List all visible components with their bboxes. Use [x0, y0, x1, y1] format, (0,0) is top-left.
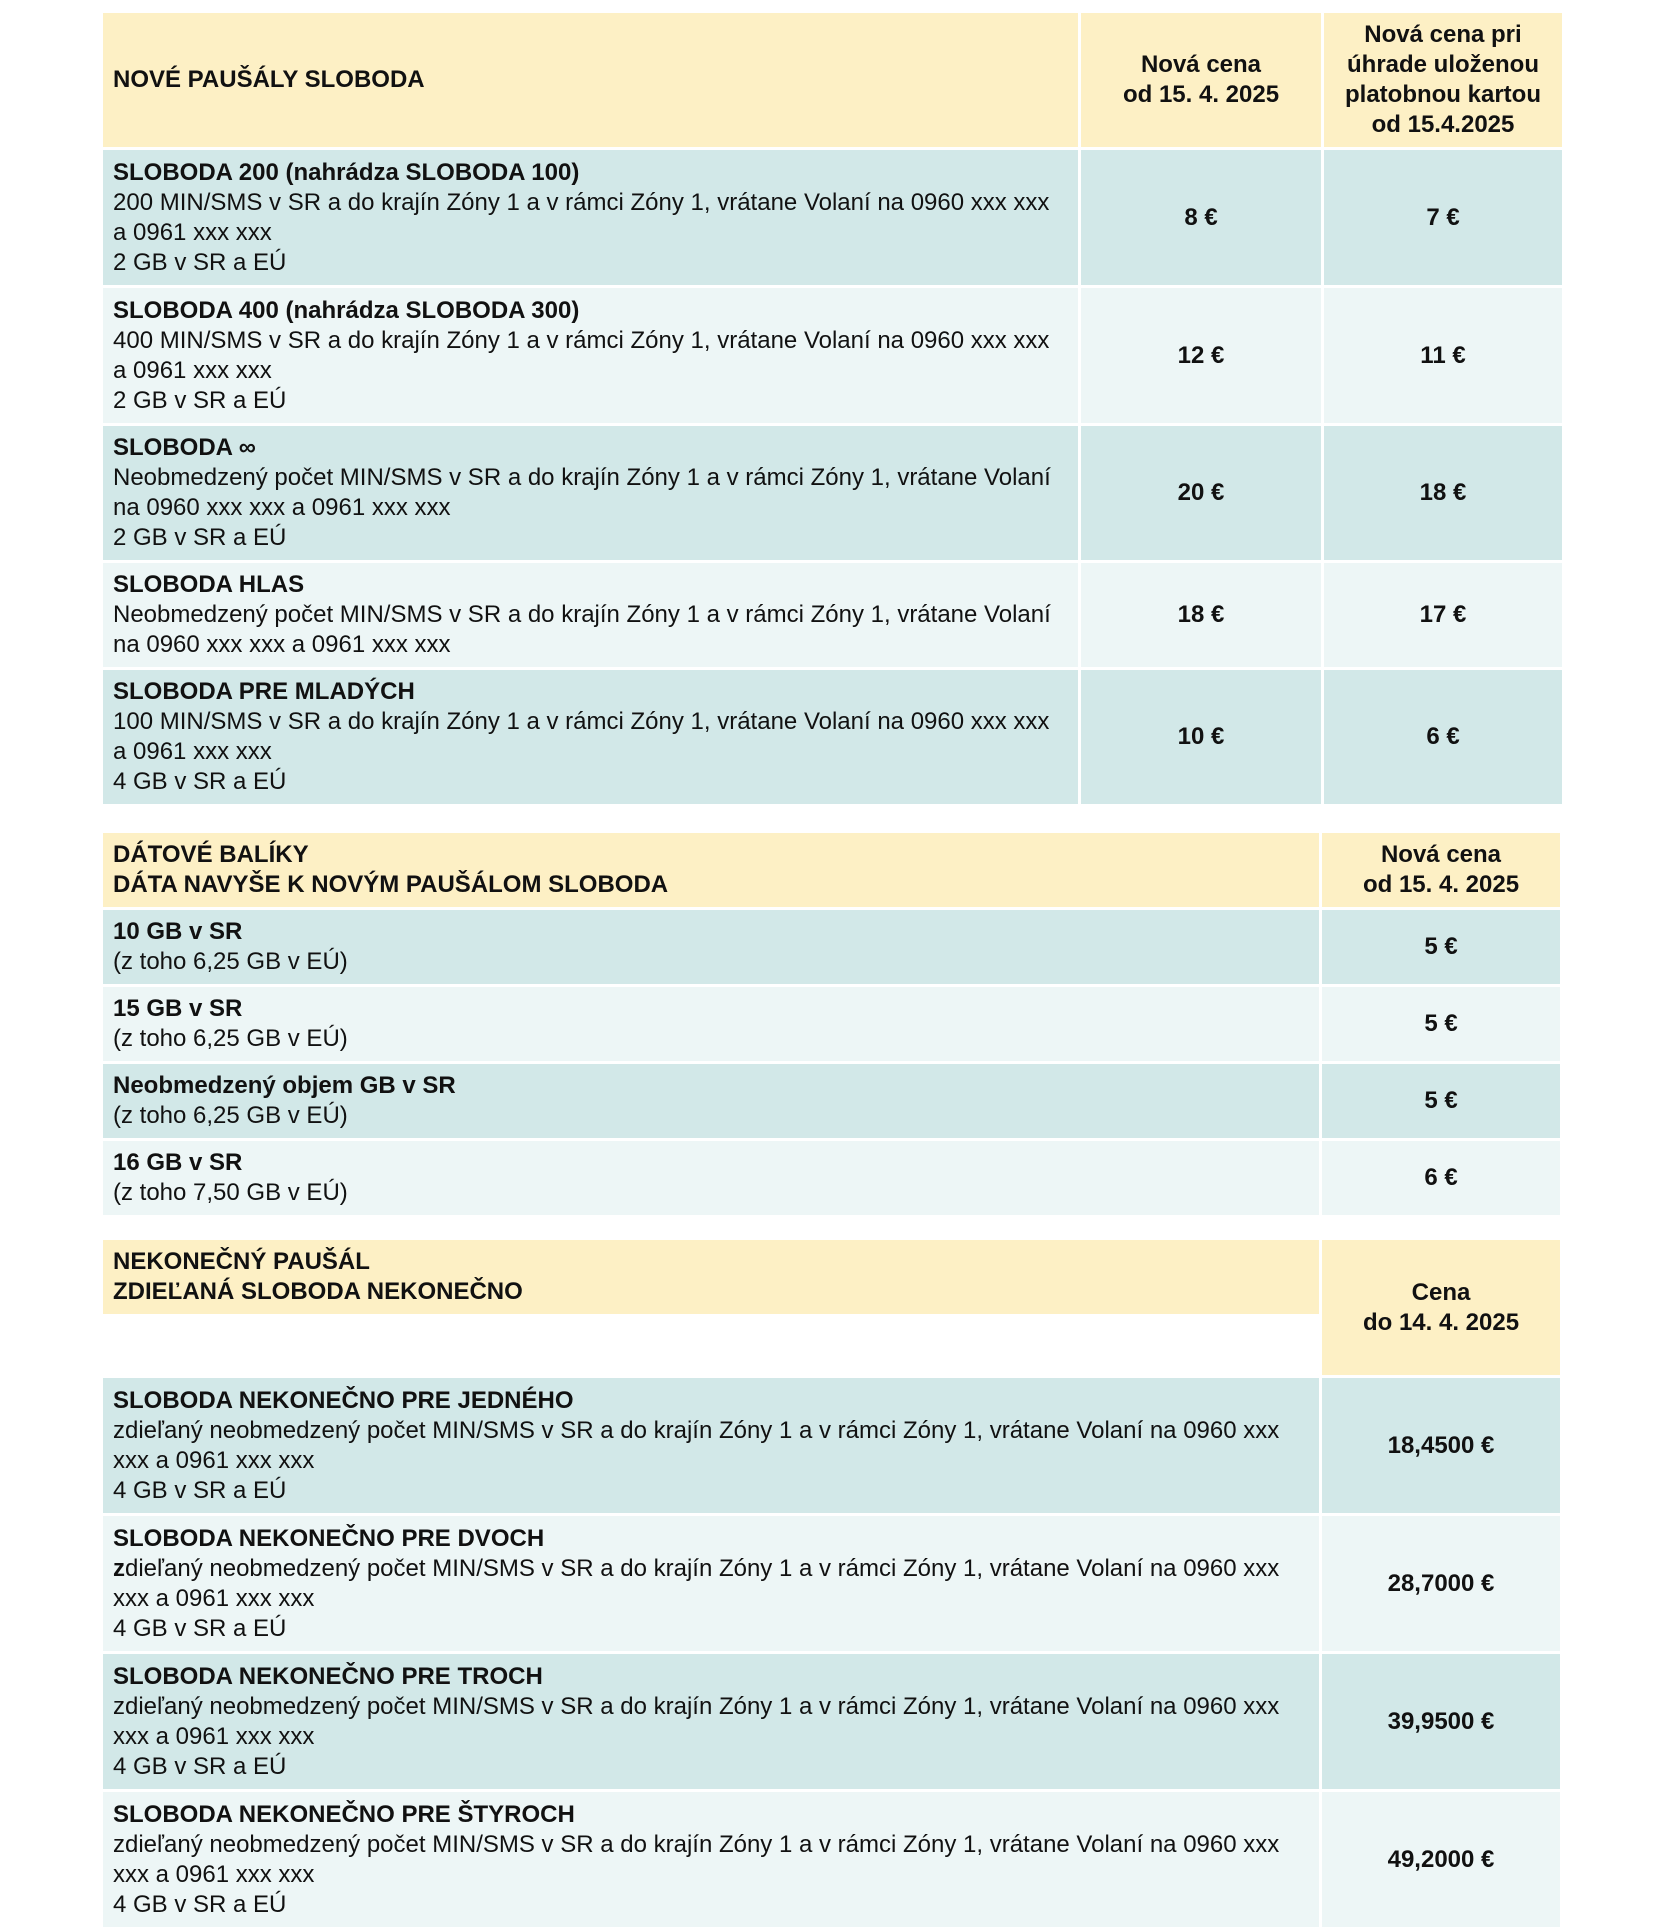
tariff-description: 100 MIN/SMS v SR a do krajín Zóny 1 a v rámci Zóny 1, vrátane Volaní na 0960 xxx xxx a 0961 xxx xxx: [113, 708, 1050, 765]
price: 12 €: [1177, 341, 1225, 369]
table-row: [103, 1792, 1319, 1927]
price-cell: [1322, 1792, 1560, 1927]
price: 49,2000 €: [1387, 1845, 1495, 1873]
data-packages-header-price-cell: [1322, 833, 1560, 907]
price: 10 €: [1177, 723, 1225, 750]
price-cell: [1081, 150, 1321, 285]
card-price: 7 €: [1426, 203, 1460, 231]
price: 5 €: [1424, 1010, 1458, 1037]
price-cell: [1081, 426, 1321, 560]
tariff-name: SLOBODA 400 (nahrádza SLOBODA 300): [113, 296, 580, 324]
package-note: (z toho 6,25 GB v EÚ): [113, 948, 348, 975]
table-row: [103, 910, 1319, 984]
table-row: [103, 670, 1078, 804]
package-name: 16 GB v SR: [113, 1149, 243, 1176]
header-line: od 15. 4. 2025: [1122, 81, 1280, 108]
table-row: [103, 1516, 1319, 1651]
tariff-name: SLOBODA ∞: [113, 434, 256, 461]
package-name: Neobmedzený objem GB v SR: [113, 1072, 456, 1099]
price: 28,7000 €: [1387, 1569, 1495, 1597]
table-row: [103, 1064, 1319, 1138]
price: 6 €: [1424, 1164, 1458, 1191]
tariffs-header-title: NOVÉ PAUŠÁLY SLOBODA: [113, 66, 425, 93]
header-line: Cena: [1411, 1278, 1471, 1306]
plan-description: [113, 1830, 1309, 1890]
plan-description: [113, 1416, 1309, 1476]
desc-text: zdieľaný neobmedzený počet MIN/SMS v SR a do krajín Zóny 1 a v rámci Zóny 1, vrátane Volaní na 0960 xxx xxx a 0961 xxx xxx: [113, 1416, 1280, 1474]
tariff-name: SLOBODA 200 (nahrádza SLOBODA 100): [113, 158, 580, 186]
price-cell: [1081, 670, 1321, 804]
table-row: [103, 987, 1319, 1061]
card-price: 17 €: [1419, 601, 1467, 628]
header-line: do 14. 4. 2025: [1362, 1308, 1520, 1336]
tariff-description: Neobmedzený počet MIN/SMS v SR a do krajín Zóny 1 a v rámci Zóny 1, vrátane Volaní na 0960 xxx xxx a 0961 xxx xxx: [113, 464, 1051, 521]
card-price-cell: [1324, 563, 1562, 667]
header-line: Nová cena: [1140, 51, 1262, 78]
plan-description: [113, 1554, 1309, 1614]
plan-data: 4 GB v SR a EÚ: [113, 1476, 287, 1504]
price-cell: [1322, 1516, 1560, 1651]
header-line: NEKONEČNÝ PAUŠÁL: [113, 1248, 370, 1275]
tariff-description: 200 MIN/SMS v SR a do krajín Zóny 1 a v rámci Zóny 1, vrátane Volaní na 0960 xxx xxx a 0961 xxx xxx: [113, 188, 1050, 246]
header-line: Nová cena: [1380, 841, 1502, 868]
card-price-cell: [1324, 426, 1562, 560]
price: 18,4500 €: [1387, 1431, 1495, 1459]
package-note: (z toho 7,50 GB v EÚ): [113, 1179, 348, 1206]
table-row: [103, 563, 1078, 667]
tariff-data: 2 GB v SR a EÚ: [113, 524, 287, 551]
plan-name: SLOBODA NEKONEČNO PRE DVOCH: [113, 1524, 545, 1552]
price: 18 €: [1177, 601, 1225, 628]
price-cell: [1322, 1141, 1560, 1215]
card-price-cell: [1324, 288, 1562, 423]
card-price: 6 €: [1426, 723, 1460, 750]
tariff-name: SLOBODA HLAS: [113, 571, 305, 598]
package-note: (z toho 6,25 GB v EÚ): [113, 1025, 348, 1052]
unlimited-header-title-cell: [103, 1240, 1319, 1314]
tariff-name: SLOBODA PRE MLADÝCH: [113, 678, 415, 705]
tariff-data: 2 GB v SR a EÚ: [113, 248, 287, 276]
desc-text: zdieľaný neobmedzený počet MIN/SMS v SR a do krajín Zóny 1 a v rámci Zóny 1, vrátane Volaní na 0960 xxx xxx a 0961 xxx xxx: [113, 1830, 1280, 1888]
package-name: 10 GB v SR: [113, 918, 243, 945]
plan-data: 4 GB v SR a EÚ: [113, 1890, 287, 1918]
desc-bold-prefix: z: [113, 1554, 125, 1582]
card-price: 11 €: [1420, 341, 1466, 369]
unlimited-header-price-cell: [1322, 1240, 1560, 1375]
header-line: ZDIEĽANÁ SLOBODA NEKONEČNO: [113, 1278, 523, 1305]
price-cell: [1322, 910, 1560, 984]
card-price: 18 €: [1419, 479, 1467, 506]
table-row: [103, 1654, 1319, 1789]
tariff-data: 4 GB v SR a EÚ: [113, 768, 287, 795]
price: 39,9500 €: [1387, 1707, 1495, 1735]
plan-description: [113, 1692, 1309, 1752]
unlimited-plans-table: [103, 1240, 1562, 1927]
price: 5 €: [1424, 1087, 1458, 1114]
price-cell: [1322, 1064, 1560, 1138]
tariff-description: 400 MIN/SMS v SR a do krajín Zóny 1 a v rámci Zóny 1, vrátane Volaní na 0960 xxx xxx a 0961 xxx xxx: [113, 326, 1050, 384]
header-line: od 15.4.2025: [1371, 111, 1515, 138]
desc-text: zdieľaný neobmedzený počet MIN/SMS v SR a do krajín Zóny 1 a v rámci Zóny 1, vrátane Volaní na 0960 xxx xxx a 0961 xxx xxx: [113, 1692, 1280, 1750]
price-cell: [1322, 1378, 1560, 1513]
table-row: [103, 426, 1078, 560]
package-name: 15 GB v SR: [113, 995, 243, 1022]
data-packages-header-title-cell: [103, 833, 1319, 907]
price-cell: [1081, 563, 1321, 667]
tariffs-header-title-cell: [103, 13, 1078, 147]
card-price-cell: [1324, 670, 1562, 804]
header-line: DÁTOVÉ BALÍKY: [113, 841, 309, 868]
tariffs-table: [103, 13, 1562, 804]
card-price-cell: [1324, 150, 1562, 285]
package-note: (z toho 6,25 GB v EÚ): [113, 1102, 348, 1129]
table-row: [103, 150, 1078, 285]
tariff-description: Neobmedzený počet MIN/SMS v SR a do krajín Zóny 1 a v rámci Zóny 1, vrátane Volaní na 0960 xxx xxx a 0961 xxx xxx: [113, 601, 1051, 658]
price-cell: [1322, 987, 1560, 1061]
price: 5 €: [1424, 933, 1458, 960]
header-line: úhrade uloženou: [1347, 51, 1539, 78]
tariff-data: 2 GB v SR a EÚ: [113, 386, 287, 414]
price: 20 €: [1177, 479, 1225, 506]
header-line: DÁTA NAVYŠE K NOVÝM PAUŠÁLOM SLOBODA: [113, 871, 669, 898]
tariffs-header-card-price-cell: [1324, 13, 1562, 147]
header-line: Nová cena pri: [1364, 21, 1522, 48]
plan-data: 4 GB v SR a EÚ: [113, 1614, 287, 1642]
price-cell: [1081, 288, 1321, 423]
desc-text: dieľaný neobmedzený počet MIN/SMS v SR a do krajín Zóny 1 a v rámci Zóny 1, vrátane Volaní na 0960 xxx xxx a 0961 xxx xxx: [113, 1554, 1280, 1612]
header-line: platobnou kartou: [1345, 81, 1541, 108]
table-row: [103, 288, 1078, 423]
price-cell: [1322, 1654, 1560, 1789]
plan-name: SLOBODA NEKONEČNO PRE JEDNÉHO: [113, 1386, 574, 1414]
data-packages-table: [103, 833, 1562, 1215]
table-row: [103, 1378, 1319, 1513]
tariffs-header-price-cell: [1081, 13, 1321, 147]
plan-name: SLOBODA NEKONEČNO PRE ŠTYROCH: [113, 1800, 575, 1828]
table-row: [103, 1141, 1319, 1215]
plan-data: 4 GB v SR a EÚ: [113, 1752, 287, 1780]
plan-name: SLOBODA NEKONEČNO PRE TROCH: [113, 1662, 543, 1690]
header-line: od 15. 4. 2025: [1362, 871, 1520, 898]
price: 8 €: [1184, 203, 1218, 231]
